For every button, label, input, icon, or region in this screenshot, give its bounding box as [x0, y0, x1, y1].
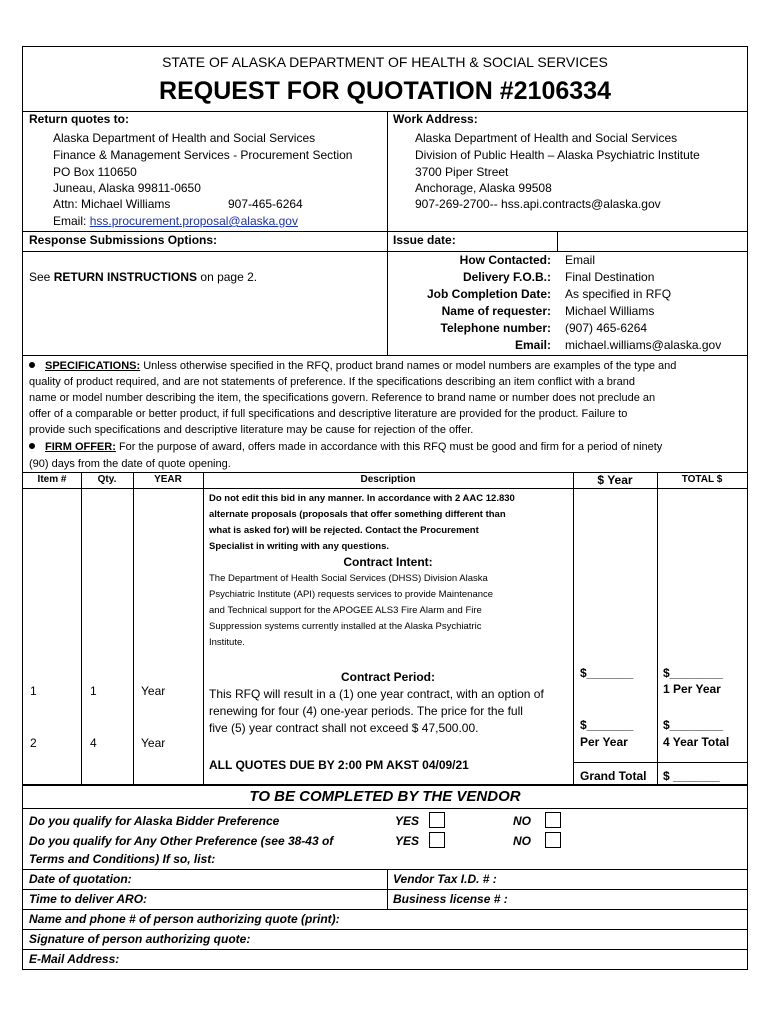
return-instructions: RETURN INSTRUCTIONS — [53, 270, 198, 284]
col-header-qty: Qty. — [97, 474, 117, 485]
requester-name-label: Name of requester: — [441, 304, 551, 318]
notice-text: what is asked for) will be rejected. Contact the Procurement — [209, 525, 479, 536]
return-address-line: PO Box 110650 — [53, 165, 137, 179]
col-header-description: Description — [360, 474, 416, 485]
col-header-per-year: $ Year — [597, 473, 633, 487]
firm-offer-text: For the purpose of award, offers made in accordance with this RFQ must be good and firm for a period of ninety — [118, 441, 663, 453]
intent-text: Suppression systems currently installed at the Alaska Psychiatric — [209, 621, 482, 632]
work-address-line: 3700 Piper Street — [415, 165, 509, 179]
specifications-text: provide such specifications and descriptive literature may be cause for rejection of the offer. — [29, 424, 474, 436]
bidder-yes-checkbox[interactable] — [429, 812, 445, 828]
time-to-deliver-label[interactable]: Time to deliver ARO: — [29, 892, 148, 906]
work-address-line: Anchorage, Alaska 99508 — [415, 181, 552, 195]
row-1-total-blank[interactable]: $________ — [663, 666, 724, 680]
vendor-tax-id-label[interactable]: Vendor Tax I.D. # : — [393, 872, 497, 886]
requester-email-value: michael.williams@alaska.gov — [565, 338, 722, 352]
row-2-item: 2 — [30, 736, 37, 750]
authorizer-name-label[interactable]: Name and phone # of person authorizing quote (print): — [29, 912, 340, 926]
return-address-line: Alaska Department of Health and Social Services — [53, 131, 316, 145]
per-year-label: Per Year — [580, 735, 628, 749]
grand-total-label: Grand Total — [580, 769, 647, 783]
requester-email-label: Email: — [514, 338, 551, 352]
row-1-year: Year — [141, 684, 166, 698]
email-address-label[interactable]: E-Mail Address: — [29, 952, 120, 966]
quotes-due-date: ALL QUOTES DUE BY 2:00 PM AKST 04/09/21 — [209, 758, 469, 772]
other-preference-question: Do you qualify for Any Other Preference (see 38-43 of — [29, 834, 334, 848]
row-1-item: 1 — [30, 684, 37, 698]
contract-intent-heading: Contract Intent: — [343, 555, 433, 569]
other-no-label: NO — [513, 834, 531, 848]
submissions-label: Response Submissions Options: — [29, 233, 218, 247]
intent-text: Psychiatric Institute (API) requests services to provide Maintenance — [209, 589, 494, 600]
row-1-year-price-blank[interactable]: $_______ — [580, 666, 634, 680]
bullet-icon — [29, 362, 35, 368]
work-address-line: 907-269-2700-- hss.api.contracts@alaska.gov — [415, 197, 661, 211]
bidder-preference-question: Do you qualify for Alaska Bidder Preference — [29, 814, 280, 828]
intent-text: and Technical support for the APOGEE ALS3 Fire Alarm and Fire — [209, 605, 482, 616]
submissions-note — [29, 269, 257, 285]
period-text: five (5) year contract shall not exceed $ 47,500.00. — [209, 721, 479, 735]
return-quotes-label: Return quotes to: — [29, 112, 129, 126]
col-header-total: TOTAL $ — [681, 474, 723, 485]
bidder-no-label: NO — [513, 814, 531, 828]
submissions-page-ref: on page 2. — [200, 270, 258, 284]
one-per-year-label: 1 Per Year — [663, 682, 721, 696]
four-year-total-label: 4 Year Total — [663, 735, 730, 749]
firm-offer-line — [29, 439, 662, 455]
submissions-see: See — [29, 270, 51, 284]
period-text: renewing for four (4) one-year periods. The price for the full — [209, 704, 523, 718]
department-title: STATE OF ALASKA DEPARTMENT OF HEALTH & SOCIAL SERVICES — [162, 54, 608, 70]
other-preference-list: Terms and Conditions) If so, list: — [29, 852, 216, 866]
period-text: This RFQ will result in a (1) one year contract, with an option of — [209, 687, 544, 701]
return-attn: Attn: Michael Williams — [53, 197, 171, 211]
specifications-text: offer of a comparable or better product, if full specifications and descriptive literature are provided for the product. Failure to — [29, 408, 628, 420]
telephone-label: Telephone number: — [440, 321, 551, 335]
row-2-year-price-blank[interactable]: $_______ — [580, 718, 634, 732]
return-email-link[interactable]: hss.procurement.proposal@alaska.gov — [89, 214, 298, 228]
return-address-line: Juneau, Alaska 99811-0650 — [53, 181, 201, 195]
requester-name-value: Michael Williams — [565, 304, 655, 318]
business-license-label[interactable]: Business license # : — [393, 892, 508, 906]
signature-label[interactable]: Signature of person authorizing quote: — [29, 932, 251, 946]
specifications-text: name or model number describing the item, the specifications govern. Reference to brand name or number does not preclude an — [29, 392, 656, 404]
intent-text: The Department of Health Social Services (DHSS) Division Alaska — [209, 573, 488, 584]
job-completion-label: Job Completion Date: — [426, 287, 551, 301]
delivery-fob-value: Final Destination — [565, 270, 655, 284]
row-1-qty: 1 — [90, 684, 97, 698]
grand-total-blank[interactable]: $ _______ — [663, 769, 720, 783]
col-header-item: Item # — [37, 474, 67, 485]
vendor-section-heading: TO BE COMPLETED BY THE VENDOR — [249, 788, 521, 805]
row-2-year: Year — [141, 736, 166, 750]
contract-period-heading: Contract Period: — [340, 670, 435, 684]
rfq-form — [22, 46, 748, 970]
how-contacted-value: Email — [565, 253, 596, 267]
row-2-total-blank[interactable]: $________ — [663, 718, 724, 732]
specifications-text: quality of product required, and are not statements of preference. If the specifications describing an item conflict with a brand — [29, 376, 635, 388]
other-no-checkbox[interactable] — [545, 832, 561, 848]
notice-text: Do not edit this bid in any manner. In accordance with 2 AAC 12.830 — [209, 493, 515, 504]
bullet-icon — [29, 443, 35, 449]
bidder-yes-label: YES — [395, 814, 420, 828]
work-address-label: Work Address: — [393, 112, 478, 126]
work-address-line: Alaska Department of Health and Social Services — [415, 131, 678, 145]
work-address-line: Division of Public Health – Alaska Psychiatric Institute — [415, 148, 700, 162]
row-2-qty: 4 — [90, 736, 97, 750]
firm-offer-heading: FIRM OFFER: — [45, 441, 116, 453]
other-yes-checkbox[interactable] — [429, 832, 445, 848]
telephone-value: (907) 465-6264 — [565, 321, 648, 335]
intent-text: Institute. — [209, 637, 245, 648]
rfq-title: REQUEST FOR QUOTATION #2106334 — [159, 77, 611, 105]
specifications-heading: SPECIFICATIONS: — [45, 360, 141, 372]
notice-text: Specialist in writing with any questions. — [209, 541, 389, 552]
specifications-text: Unless otherwise specified in the RFQ, product brand names or model numbers are examples of the type and — [143, 360, 677, 372]
firm-offer-text: (90) days from the date of quote opening. — [29, 458, 231, 470]
date-of-quotation-label[interactable]: Date of quotation: — [29, 872, 132, 886]
return-phone: 907-465-6264 — [228, 197, 303, 211]
how-contacted-label: How Contacted: — [459, 253, 551, 267]
issue-date-label: Issue date: — [393, 233, 456, 247]
delivery-fob-label: Delivery F.O.B.: — [462, 270, 551, 284]
specifications-line — [29, 358, 676, 374]
notice-text: alternate proposals (proposals that offer something different than — [209, 509, 506, 520]
return-email-label: Email: — [53, 214, 87, 228]
bidder-no-checkbox[interactable] — [545, 812, 561, 828]
job-completion-value: As specified in RFQ — [565, 287, 672, 301]
other-yes-label: YES — [395, 834, 420, 848]
return-email-row — [53, 213, 298, 229]
col-header-year: YEAR — [154, 474, 182, 485]
return-address-line: Finance & Management Services - Procurement Section — [53, 148, 353, 162]
